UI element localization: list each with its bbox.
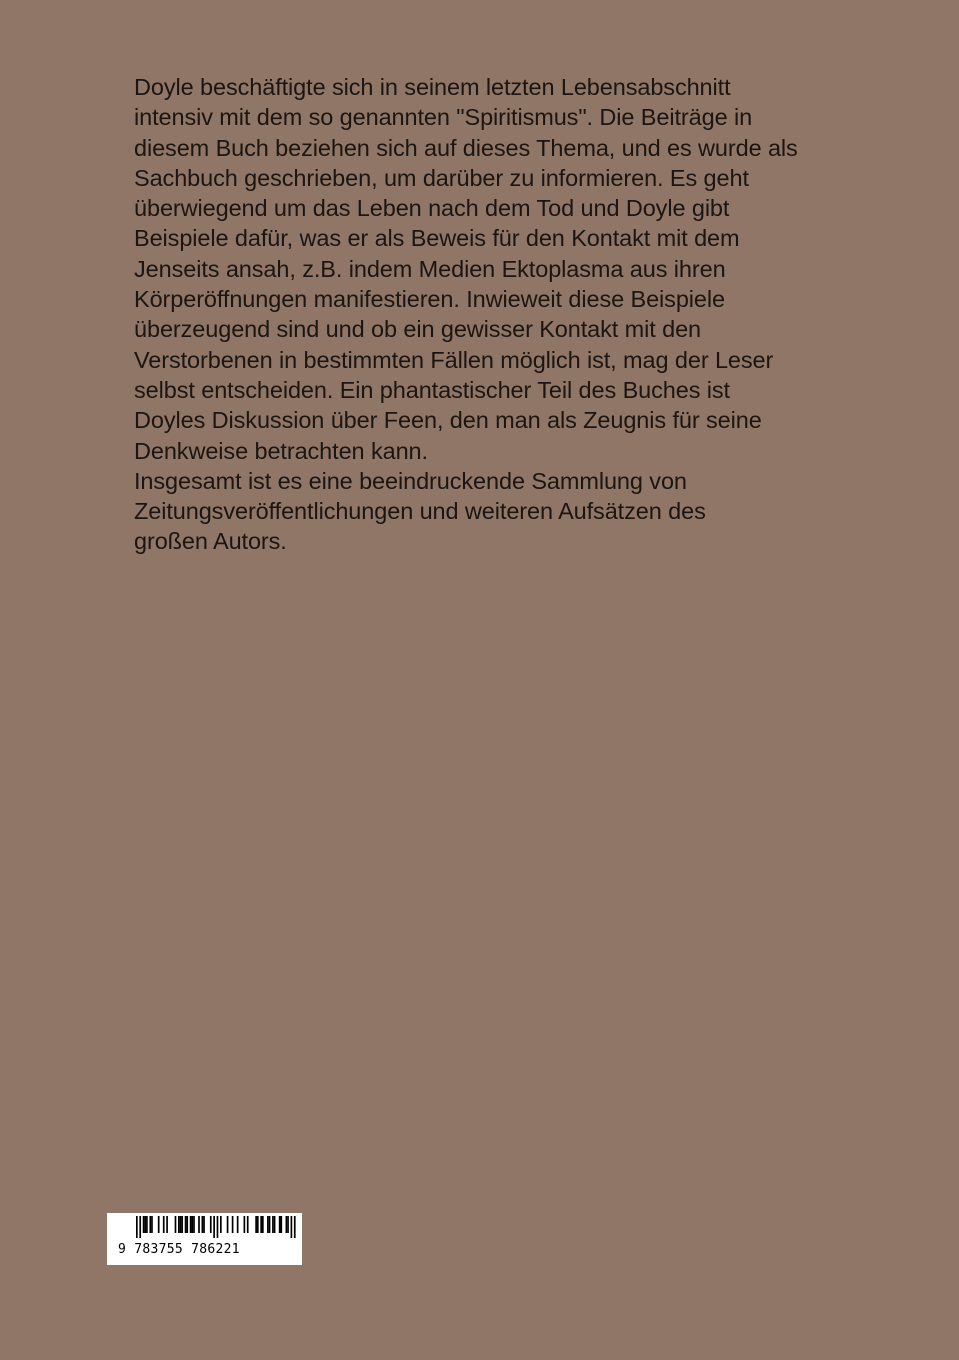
barcode-bar <box>144 1216 146 1233</box>
barcode-bar <box>280 1216 282 1233</box>
barcode-bar <box>227 1216 229 1233</box>
barcode-bar <box>190 1216 192 1233</box>
barcode-bar <box>272 1216 274 1233</box>
barcode-bar <box>175 1216 177 1233</box>
blurb-line: Sachbuch geschrieben, um darüber zu informieren. Es geht <box>134 164 749 191</box>
blurb-line: Doyle beschäftigte sich in seinem letzten Lebensabschnitt <box>134 74 731 100</box>
barcode-bar <box>232 1216 234 1233</box>
barcode-bar <box>220 1216 222 1233</box>
blurb-line: Zeitungsveröffentlichungen und weiteren Aufsätzen des <box>134 498 706 525</box>
barcode-bar <box>143 1216 145 1233</box>
blurb-text <box>134 72 834 557</box>
blurb-line: Insgesamt ist es eine beeindruckende Sammlung von <box>134 467 687 494</box>
barcode-bar <box>210 1216 212 1233</box>
barcode-bar <box>244 1216 246 1233</box>
barcode-bar <box>287 1216 289 1233</box>
blurb-line: überzeugend sind und ob ein gewisser Kontakt mit den <box>134 316 702 343</box>
barcode-bar <box>149 1216 151 1233</box>
blurb-line: Beispiele dafür, was er als Beweis für den Kontakt mit dem <box>134 225 740 252</box>
barcode-bar <box>180 1216 182 1233</box>
barcode-bar <box>203 1216 205 1233</box>
barcode-bar <box>279 1216 281 1233</box>
blurb-line: diesem Buch beziehen sich auf dieses Thema, und es wurde als <box>134 134 798 161</box>
barcode-bar <box>237 1216 239 1233</box>
barcode-bar <box>163 1216 165 1233</box>
blurb-line: selbst entscheiden. Ein phantastischer Teil des Buches ist <box>134 376 730 403</box>
blurb-line: Jenseits ansah, z.B. indem Medien Ektoplasma aus ihren <box>134 255 726 282</box>
barcode-bar <box>198 1216 200 1233</box>
barcode-bar <box>269 1216 271 1233</box>
isbn-number: 9 783755 786221 <box>118 1242 240 1257</box>
barcode-bar <box>191 1216 193 1233</box>
blurb-line: Verstorbenen in bestimmten Fällen möglich ist, mag der Leser <box>134 346 774 373</box>
blurb-line: Doyles Diskussion über Feen, den man als Zeugnis für seine <box>134 407 762 434</box>
blurb-line: Körperöffnungen manifestieren. Inwieweit diese Beispiele <box>134 286 725 313</box>
barcode-bar <box>267 1216 269 1233</box>
barcode-bar <box>178 1216 180 1233</box>
barcode-bar <box>217 1216 219 1238</box>
barcode-bar <box>181 1216 183 1233</box>
barcode-bar <box>186 1216 188 1233</box>
isbn-barcode <box>107 1213 302 1265</box>
blurb-line: Denkweise betrachten kann. <box>134 437 428 464</box>
barcode-bar <box>294 1216 296 1238</box>
barcode-bars <box>107 1213 302 1265</box>
barcode-bar <box>255 1216 257 1233</box>
barcode-bar <box>146 1216 148 1233</box>
blurb-line: überwiegend um das Leben nach dem Tod und Doyle gibt <box>134 195 730 222</box>
barcode-bar <box>151 1216 153 1233</box>
barcode-bar <box>286 1216 288 1233</box>
barcode-bar <box>202 1216 204 1233</box>
barcode-bar <box>139 1216 141 1238</box>
barcode-bar <box>158 1216 160 1233</box>
barcode-bar <box>213 1216 215 1238</box>
blurb-line: großen Autors. <box>134 528 287 555</box>
barcode-bar <box>185 1216 187 1233</box>
barcode-bar <box>262 1216 264 1233</box>
barcode-bar <box>257 1216 259 1233</box>
barcode-bar <box>274 1216 276 1233</box>
barcode-bar <box>291 1216 293 1238</box>
barcode-bar <box>260 1216 262 1233</box>
barcode-bar <box>136 1216 138 1238</box>
barcode-bar <box>193 1216 195 1233</box>
barcode-bar <box>247 1216 249 1233</box>
barcode-bar <box>166 1216 168 1233</box>
blurb-line: intensiv mit dem so genannten "Spiritismus". Die Beiträge in <box>134 104 753 131</box>
